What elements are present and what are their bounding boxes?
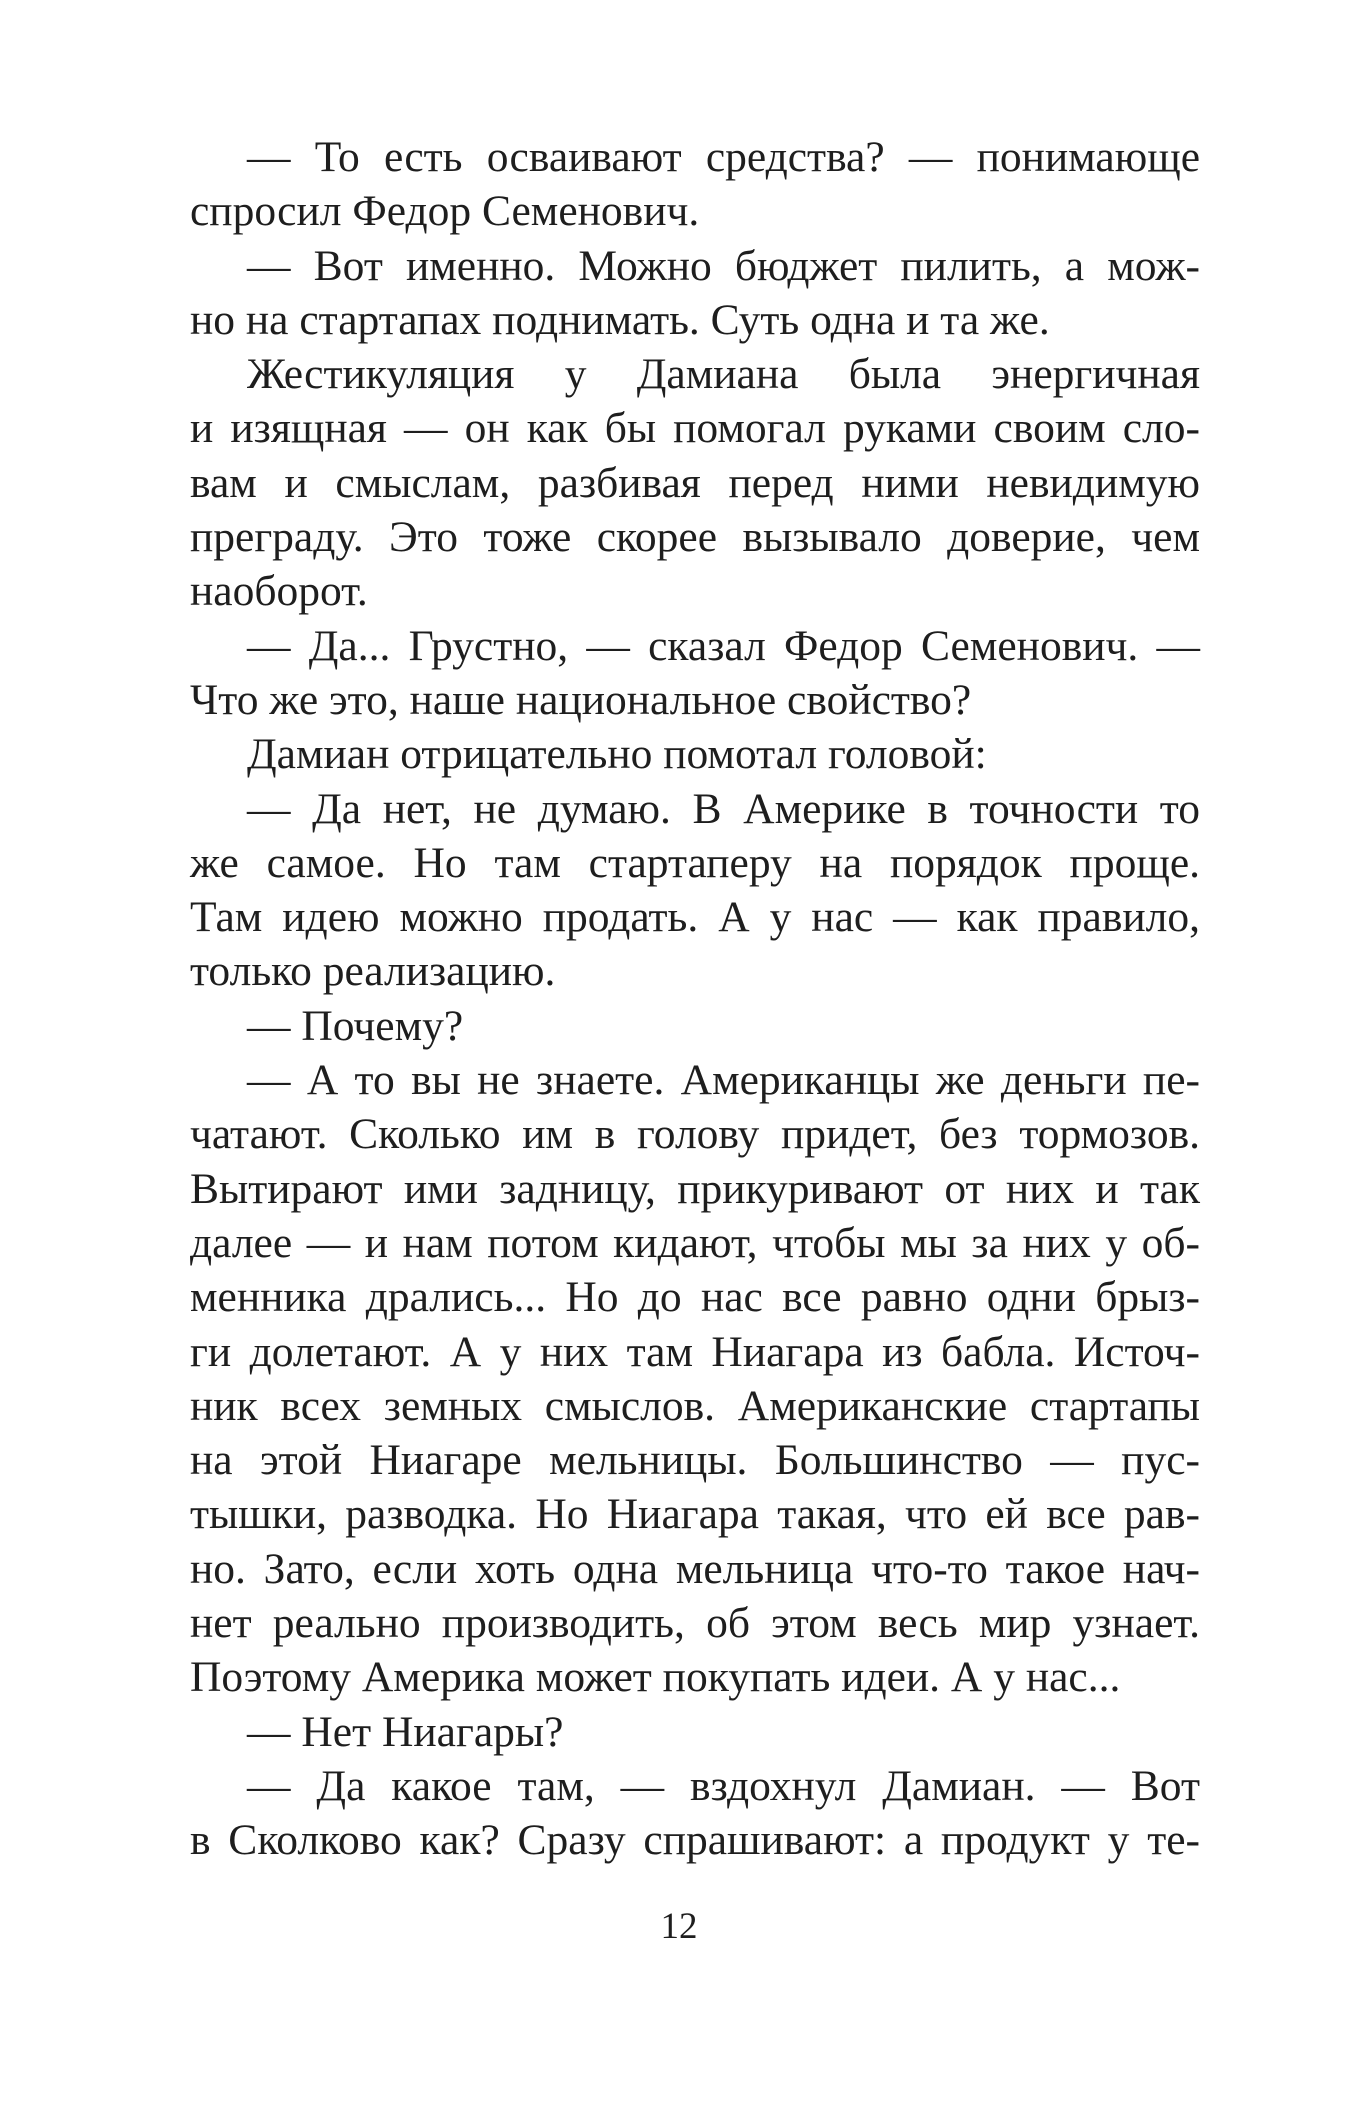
text-line: — Почему? [247,1001,464,1050]
page-number: 12 [660,1906,698,1947]
text-line: но на стартапах поднимать. Суть одна и та же. [190,295,1050,344]
text-line: — Да какое там, — вздохнул Дамиан. — Вот [247,1761,1200,1810]
text-line: спросил Федор Семенович. [190,187,700,236]
text-line: — Да нет, не думаю. В Америке в точности то [247,784,1200,833]
text-line: Жестикуляция у Дамиана была энергичная [247,350,1200,399]
text-line: — То есть осваивают средства? — понимающе [247,133,1200,181]
text-line: преграду. Это тоже скорее вызывало доверие, чем [190,513,1200,562]
text-line: Вытирают ими задницу, прикуривают от них и так [190,1164,1200,1213]
body-text [190,130,1200,1868]
text-line: Что же это, наше национальное свойство? [190,675,972,724]
text-line: ги долетают. А у них там Ниагара из бабла. Источ- [190,1327,1200,1376]
text-line: и изящная — он как бы помогал руками своим сло- [190,404,1200,453]
text-line: только реализацию. [190,947,556,996]
text-line: ник всех земных смыслов. Американские стартапы [190,1381,1200,1430]
text-line: далее — и нам потом кидают, чтобы мы за них у об- [190,1218,1200,1267]
text-line: — Вот именно. Можно бюджет пилить, а мож- [247,241,1200,290]
text-line: — Нет Ниагары? [247,1707,564,1756]
text-line: Дамиан отрицательно помотал головой: [247,730,987,779]
text-line: менника дрались... Но до нас все равно одни брыз- [190,1273,1200,1322]
text-line: Поэтому Америка может покупать идеи. А у нас... [190,1653,1121,1702]
text-line: — А то вы не знаете. Американцы же деньги пе- [247,1056,1200,1105]
text-line: наоборот. [190,567,368,616]
text-line: же самое. Но там стартаперу на порядок проще. [190,838,1200,887]
text-line: в Сколково как? Сразу спрашивают: а продукт у те- [190,1816,1200,1865]
text-line: но. Зато, если хоть одна мельница что-то такое нач- [190,1544,1200,1593]
text-line: чатают. Сколько им в голову придет, без тормозов. [190,1110,1200,1159]
text-line: на этой Ниагаре мельницы. Большинство — пус- [190,1436,1200,1485]
text-line: вам и смыслам, разбивая перед ними невидимую [190,458,1200,507]
text-line: нет реально производить, об этом весь мир узнает. [190,1599,1200,1648]
text-line: Там идею можно продать. А у нас — как правило, [190,893,1200,942]
text-line: — Да... Грустно, — сказал Федор Семенович. — [247,621,1200,670]
text-line: тышки, разводка. Но Ниагара такая, что ей все рав- [190,1490,1200,1539]
